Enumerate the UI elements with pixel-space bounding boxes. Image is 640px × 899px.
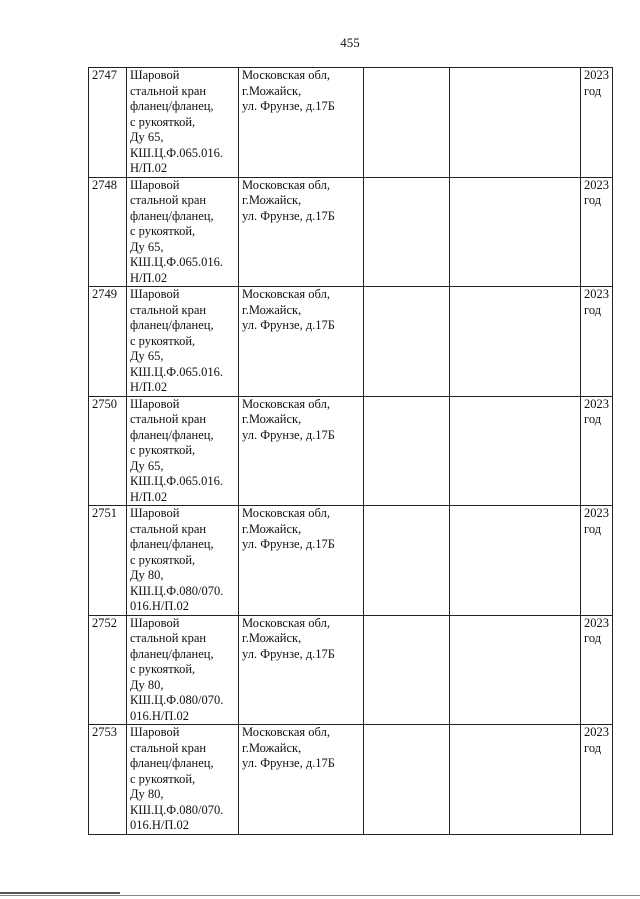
- year-cell: 2023 год: [581, 396, 613, 506]
- address-cell: Московская обл, г.Можайск, ул. Фрунзе, д.17Б: [239, 287, 364, 397]
- empty-cell: [450, 725, 581, 835]
- table-row: [89, 177, 613, 287]
- empty-cell: [364, 68, 450, 178]
- year-cell: 2023 год: [581, 287, 613, 397]
- table-row: [89, 725, 613, 835]
- year-cell: 2023 год: [581, 615, 613, 725]
- row-number-cell: 2747: [89, 68, 127, 178]
- table-row: [89, 68, 613, 178]
- item-name-cell: Шаровой стальной кран фланец/фланец, с рукояткой, Ду 65, КШ.Ц.Ф.065.016. Н/П.02: [127, 177, 239, 287]
- empty-cell: [364, 615, 450, 725]
- address-cell: Московская обл, г.Можайск, ул. Фрунзе, д.17Б: [239, 725, 364, 835]
- row-number-cell: 2751: [89, 506, 127, 616]
- year-cell: 2023 год: [581, 177, 613, 287]
- empty-cell: [364, 506, 450, 616]
- registry-table: [88, 67, 613, 835]
- year-cell: 2023 год: [581, 506, 613, 616]
- empty-cell: [450, 68, 581, 178]
- row-number-cell: 2750: [89, 396, 127, 506]
- page-number: 455: [340, 35, 360, 50]
- address-cell: Московская обл, г.Можайск, ул. Фрунзе, д.17Б: [239, 615, 364, 725]
- scan-border-mark: [0, 892, 120, 894]
- empty-cell: [450, 615, 581, 725]
- address-cell: Московская обл, г.Можайск, ул. Фрунзе, д.17Б: [239, 68, 364, 178]
- empty-cell: [450, 506, 581, 616]
- empty-cell: [364, 725, 450, 835]
- empty-cell: [450, 287, 581, 397]
- address-cell: Московская обл, г.Можайск, ул. Фрунзе, д.17Б: [239, 506, 364, 616]
- item-name-cell: Шаровой стальной кран фланец/фланец, с рукояткой, Ду 65, КШ.Ц.Ф.065.016. Н/П.02: [127, 287, 239, 397]
- row-number-cell: 2748: [89, 177, 127, 287]
- item-name-cell: Шаровой стальной кран фланец/фланец, с рукояткой, Ду 65, КШ.Ц.Ф.065.016. Н/П.02: [127, 68, 239, 178]
- year-cell: 2023 год: [581, 725, 613, 835]
- empty-cell: [450, 396, 581, 506]
- year-cell: 2023 год: [581, 68, 613, 178]
- empty-cell: [364, 287, 450, 397]
- item-name-cell: Шаровой стальной кран фланец/фланец, с рукояткой, Ду 80, КШ.Ц.Ф.080/070. 016.Н/П.02: [127, 725, 239, 835]
- table-row: [89, 396, 613, 506]
- registry-table-body: [89, 68, 613, 835]
- row-number-cell: 2752: [89, 615, 127, 725]
- table-row: [89, 506, 613, 616]
- table-row: [89, 287, 613, 397]
- item-name-cell: Шаровой стальной кран фланец/фланец, с рукояткой, Ду 80, КШ.Ц.Ф.080/070. 016.Н/П.02: [127, 506, 239, 616]
- row-number-cell: 2753: [89, 725, 127, 835]
- table-row: [89, 615, 613, 725]
- row-number-cell: 2749: [89, 287, 127, 397]
- empty-cell: [364, 177, 450, 287]
- item-name-cell: Шаровой стальной кран фланец/фланец, с рукояткой, Ду 65, КШ.Ц.Ф.065.016. Н/П.02: [127, 396, 239, 506]
- empty-cell: [364, 396, 450, 506]
- item-name-cell: Шаровой стальной кран фланец/фланец, с рукояткой, Ду 80, КШ.Ц.Ф.080/070. 016.Н/П.02: [127, 615, 239, 725]
- scan-border-line: [0, 895, 640, 896]
- address-cell: Московская обл, г.Можайск, ул. Фрунзе, д.17Б: [239, 396, 364, 506]
- empty-cell: [450, 177, 581, 287]
- address-cell: Московская обл, г.Можайск, ул. Фрунзе, д.17Б: [239, 177, 364, 287]
